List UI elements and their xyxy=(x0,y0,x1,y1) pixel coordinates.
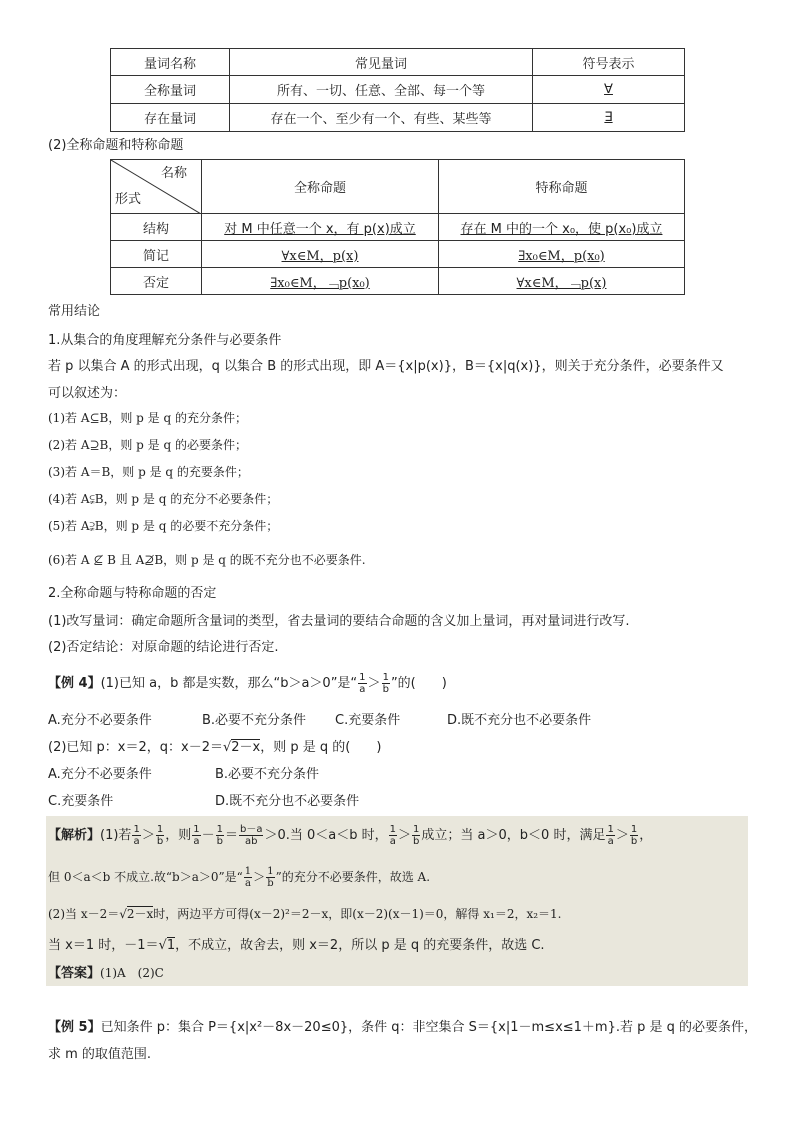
sqrt-symbol: √ xyxy=(222,740,232,755)
fraction: $\frac{1}{b}$ xyxy=(216,824,223,847)
table-cell: 对 M 中任意一个 x，有 p(x)成立 xyxy=(202,214,439,241)
header-corner-bottom: 形式 xyxy=(115,192,142,207)
example-tag: 【例 4】 xyxy=(48,676,101,691)
table-row xyxy=(111,104,685,132)
fraction: $\frac{1}{a}$ xyxy=(389,824,397,847)
fraction: $\frac{1}{b}$ xyxy=(156,824,164,847)
analysis-line: 当 x＝1 时，－1＝√1，不成立，故舍去，则 x＝2，所以 p 是 q 的充要条件，故选 C. xyxy=(48,938,545,953)
fraction: $\frac{1}{b}$ xyxy=(267,866,274,889)
conclusion-heading-2: 2.全称命题与特称命题的否定 xyxy=(48,586,217,601)
fraction: $\frac{1}{b}$ xyxy=(413,824,420,847)
negation-rule: (1)改写量词：确定命题所含量词的类型，省去量词的要结合命题的含义加上量词，再对量词进行改写. xyxy=(48,614,630,629)
option: C.充要条件 xyxy=(335,713,401,728)
table-cell: 结构 xyxy=(111,214,202,241)
table-cell: ∀x∈M，p(x) xyxy=(202,241,439,268)
fraction: $\frac{1}{a}$ xyxy=(244,866,252,889)
table-cell: 简记 xyxy=(111,241,202,268)
conclusion-item: (2)若 A⊇B，则 p 是 q 的必要条件； xyxy=(48,438,247,452)
analysis-tag: 【解析】 xyxy=(48,828,101,843)
option: A.充分不必要条件 xyxy=(48,767,152,782)
analysis-line: 但 0＜a＜b 不成立.故“b＞a＞0”是“ $\frac{1}{a}$ ＞ $\frac{1}{b}$ ”的充分不必要条件，故选 A. xyxy=(48,866,431,889)
table-cell: 存在 M 中的一个 x₀，使 p(x₀)成立 xyxy=(439,214,685,241)
conclusion-item: (1)若 A⊆B，则 p 是 q 的充分条件； xyxy=(48,411,247,425)
table-header: 特称命题 xyxy=(439,160,685,214)
table-cell: ∃ xyxy=(533,104,685,132)
table-cell: 全称量词 xyxy=(111,76,230,104)
table-header: 常见量词 xyxy=(230,49,533,76)
conclusion-intro-line: 若 p 以集合 A 的形式出现，q 以集合 B 的形式出现，即 A＝{x|p(x)}，B＝{x|q(x)}，则关于充分条件，必要条件又 xyxy=(48,359,724,374)
fraction: $\frac{1}{a}$ xyxy=(133,824,140,847)
table-row xyxy=(111,214,685,241)
table-cell: 存在量词 xyxy=(111,104,230,132)
table-cell: 存在一个、至少有一个、有些、某些等 xyxy=(230,104,533,132)
table-header: 全称命题 xyxy=(202,160,439,214)
example4-question1: 【例 4】(1)已知 a，b 都是实数，那么“b＞a＞0”是“ $\frac{1}{a}$ ＞ $\frac{1}{b}$ ”的( ) xyxy=(48,672,447,695)
option: D.既不充分也不必要条件 xyxy=(215,794,360,809)
fraction: $\frac{b-a}{ab}$ xyxy=(240,824,263,847)
table-cell: ∃x₀∈M，﹁p(x₀) xyxy=(202,268,439,295)
table-cell: 所有、一切、任意、全部、每一个等 xyxy=(230,76,533,104)
answer-tag: 【答案】 xyxy=(48,966,101,981)
table-row xyxy=(111,76,685,104)
answer-line: 【答案】(1)A (2)C xyxy=(48,966,164,981)
proposition-table xyxy=(110,159,685,295)
example4-question2: (2)已知 p：x＝2，q：x－2＝√2－x，则 p 是 q 的( ) xyxy=(48,740,382,755)
fraction: $\frac{1}{b}$ xyxy=(630,824,638,847)
negation-rule: (2)否定结论：对原命题的结论进行否定. xyxy=(48,640,279,655)
fraction: $\frac{1}{a}$ xyxy=(607,824,614,847)
fraction: $\frac{1}{b}$ xyxy=(382,672,389,695)
conclusion-heading-1: 1.从集合的角度理解充分条件与必要条件 xyxy=(48,333,282,348)
quantifier-table xyxy=(110,48,685,132)
table-row xyxy=(111,241,685,268)
section-title: (2)全称命题和特称命题 xyxy=(48,138,184,153)
example-tag: 【例 5】 xyxy=(48,1020,101,1035)
analysis-line: (2)当 x－2＝√2－x时，两边平方可得(x－2)²＝2－x，即(x－2)(x－1)＝0，解得 x₁＝2，x₂＝1. xyxy=(48,907,562,921)
option: A.充分不必要条件 xyxy=(48,713,152,728)
table-header: 符号表示 xyxy=(533,49,685,76)
example5-line: 【例 5】已知条件 p：集合 P＝{x|x²－8x－20≤0}，条件 q：非空集合 S＝{x|1－m≤x≤1＋m}.若 p 是 q 的必要条件， xyxy=(48,1020,758,1035)
analysis-line: 【解析】(1)若 $\frac{1}{a}$ ＞ $\frac{1}{b}$ ，则 $\frac{1}{a}$ － $\frac{1}{b}$ ＝ $\frac{b-a}{ab}$ ＞0.当 0＜a＜b 时， $\frac{1}{a}$ ＞ $\frac{1}{b}$ 成立；当 a＞0，b＜0 时，满足 $\frac{1}{a}$ ＞ $\frac{1}{b}$ ， xyxy=(48,824,653,847)
conclusion-item: (6)若 A ⊈ B 且 A⊉B，则 p 是 q 的既不充分也不必要条件. xyxy=(48,553,366,567)
conclusions-title: 常用结论 xyxy=(48,304,101,319)
sqrt-symbol: √ xyxy=(119,907,127,921)
table-header: 量词名称 xyxy=(111,49,230,76)
conclusion-item: (4)若 A⫋B，则 p 是 q 的充分不必要条件； xyxy=(48,492,279,506)
conclusion-intro-line: 可以叙述为： xyxy=(48,386,127,401)
example5-line: 求 m 的取值范围. xyxy=(48,1047,152,1062)
option: B.必要不充分条件 xyxy=(202,713,307,728)
fraction: $\frac{1}{a}$ xyxy=(193,824,200,847)
table-cell: ∀ xyxy=(533,76,685,104)
fraction: $\frac{1}{a}$ xyxy=(359,672,366,695)
option: B.必要不充分条件 xyxy=(215,767,320,782)
table-row xyxy=(111,268,685,295)
diagonal-header-cell xyxy=(111,160,202,214)
table-cell: ∃x₀∈M，p(x₀) xyxy=(439,241,685,268)
sqrt-symbol: √ xyxy=(158,938,167,953)
table-cell: ∀x∈M，﹁p(x) xyxy=(439,268,685,295)
header-corner-top: 名称 xyxy=(160,166,187,181)
option: D.既不充分也不必要条件 xyxy=(447,713,592,728)
conclusion-item: (5)若 A⫌B，则 p 是 q 的必要不充分条件； xyxy=(48,519,279,533)
option: C.充要条件 xyxy=(48,794,114,809)
conclusion-item: (3)若 A＝B，则 p 是 q 的充要条件； xyxy=(48,465,249,479)
table-cell: 否定 xyxy=(111,268,202,295)
